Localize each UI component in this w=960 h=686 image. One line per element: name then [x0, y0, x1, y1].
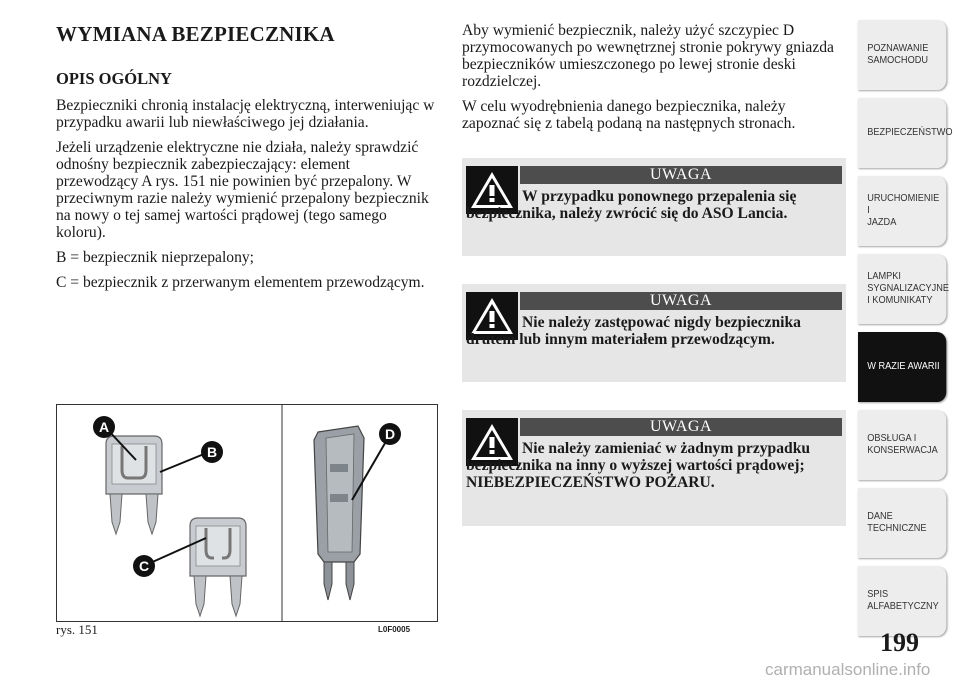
- tab-bezpieczenstwo[interactable]: [858, 98, 953, 168]
- paragraph-intro: Bezpieczniki chronią instalację elektryczną, interweniując w przypadku awarii lub niewłaściwego jej działania.: [56, 97, 435, 131]
- tab-label: POZNAWANIE SAMOCHODU: [867, 43, 929, 66]
- fuse-figure: [56, 404, 438, 622]
- warning-text: W przypadku ponownego przepalenia się bezpiecznika, należy zwrócić się do ASO Lancia.: [466, 188, 797, 222]
- figure-code: L0F0005: [378, 625, 411, 634]
- watermark: carmanualsonline.info: [765, 660, 931, 679]
- label-c: C: [138, 558, 150, 574]
- label-d: D: [384, 426, 396, 442]
- tab-label: LAMPKI SYGNALIZACYJNE I KOMUNIKATY: [867, 271, 950, 306]
- section-subtitle: OPIS OGÓLNY: [56, 69, 172, 88]
- tab-lampki-sygnalizacyjne[interactable]: [858, 254, 950, 324]
- tab-label: URUCHOMIENIE I JAZDA: [867, 193, 940, 228]
- paragraph-c: C = bezpiecznik z przerwanym elementem przewodzącym.: [56, 274, 425, 291]
- tab-w-razie-awarii[interactable]: [858, 332, 946, 402]
- tab-uruchomienie-i-jazda[interactable]: [858, 176, 946, 246]
- warning-box-1: [462, 158, 846, 256]
- tab-obsluga-i-konserwacja[interactable]: [858, 410, 946, 480]
- tab-spis-alfabetyczny[interactable]: [858, 566, 946, 636]
- tab-label: BEZPIECZEŃSTWO: [867, 127, 953, 138]
- warning-box-3: [462, 410, 846, 526]
- warning-text: Nie należy zastępować nigdy bezpiecznika drutem lub innym materiałem przewodzącym.: [466, 314, 801, 348]
- tab-dane-techniczne[interactable]: [858, 488, 946, 558]
- warning-heading: UWAGA: [520, 418, 842, 436]
- tab-poznawanie-samochodu[interactable]: [858, 20, 946, 90]
- warning-heading: UWAGA: [520, 292, 842, 310]
- fuse-illustration: [56, 404, 438, 622]
- label-a: A: [98, 419, 110, 435]
- paragraph-table: W celu wyodrębnienia danego bezpiecznika, należy zapoznać się z tabelą podaną na następnych stronach.: [462, 98, 796, 132]
- tab-label: SPIS ALFABETYCZNY: [867, 589, 939, 612]
- page-number: 199: [880, 628, 919, 657]
- warning-text: Nie należy zamieniać w żadnym przypadku bezpiecznika na inny o wyższej wartości prądowej; NIEBEZPIECZEŃSTWO POŻARU.: [466, 440, 811, 491]
- paragraph-b: B = bezpiecznik nieprzepalony;: [56, 249, 255, 266]
- warning-heading: UWAGA: [520, 166, 842, 184]
- tab-label: OBSŁUGA I KONSERWACJA: [867, 433, 938, 456]
- section-title: WYMIANA BEZPIECZNIKA: [56, 22, 335, 46]
- tab-label: W RAZIE AWARII: [867, 361, 940, 372]
- label-b: B: [206, 444, 218, 460]
- left-column: [56, 22, 436, 299]
- right-column: [462, 22, 846, 140]
- paragraph-pliers: Aby wymienić bezpiecznik, należy użyć szczypiec D przymocowanych po wewnętrznej stronie pokrywy gniazda bezpieczników umieszczonego po lewej stronie deski rozdzielczej.: [462, 22, 834, 90]
- paragraph-check: Jeżeli urządzenie elektryczne nie działa, należy sprawdzić odnośny bezpiecznik zabezpieczający: element przewodzący A rys. 151 nie powinien być przepalony. W przeciwnym razie należy wymienić przepalony bezpiecznik na nowy o tej samej wartości prądowej (tego samego koloru).: [56, 139, 429, 241]
- tab-label: DANE TECHNICZNE: [867, 511, 927, 534]
- warning-box-2: [462, 284, 846, 382]
- figure-caption: rys. 151: [56, 622, 98, 637]
